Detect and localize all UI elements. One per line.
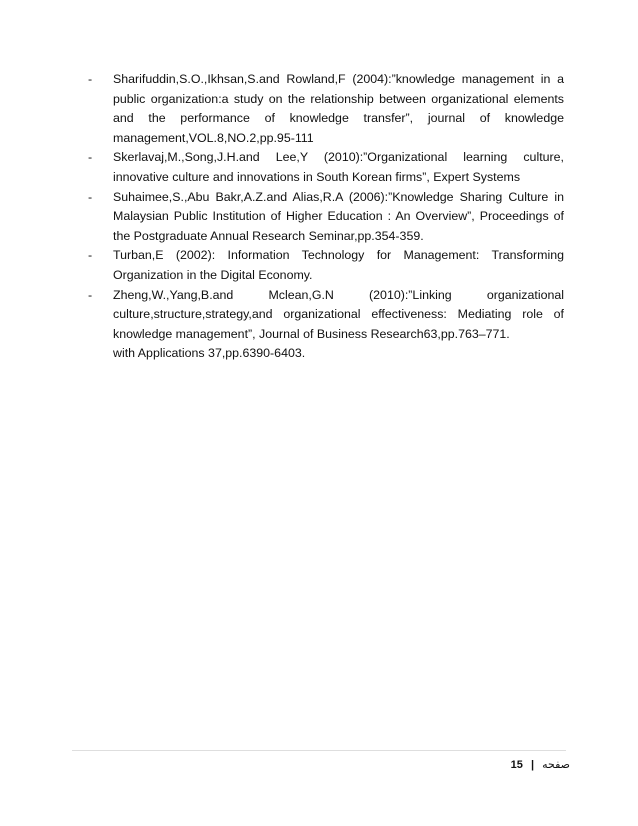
list-marker: - <box>88 72 93 86</box>
reference-entry <box>88 246 564 285</box>
reference-entry <box>88 148 564 187</box>
page-number: 15 <box>510 759 523 771</box>
reference-entry <box>88 70 564 148</box>
reference-continuation: with Applications 37,pp.6390-6403. <box>113 346 306 361</box>
reference-text: Sharifuddin,S.O.,Ikhsan,S.and Rowland,F (2004):”knowledge management in a public organization:a study on the relationship between organizational elements and the performance of knowledge transfer”, journal of knowledge management,VOL.8,NO.2,pp.95-111 <box>113 72 564 145</box>
footer-divider <box>72 750 566 751</box>
reference-text: Zheng,W.,Yang,B.and Mclean,G.N (2010):”Linking organizational culture,structure,strategy,and organizational effectiveness: Mediating role of knowledge management”, Journal of Business Research63,pp.763–771. <box>113 287 564 341</box>
list-marker: - <box>88 189 93 204</box>
reference-text: Turban,E (2002): Information Technology for Management: Transforming Organization in the Digital Economy. <box>113 248 564 282</box>
page-footer <box>511 758 570 772</box>
footer-separator: | <box>530 759 535 771</box>
list-marker: - <box>88 150 93 165</box>
list-marker: - <box>88 248 93 263</box>
reference-entry <box>88 286 564 345</box>
reference-entry <box>88 188 564 247</box>
reference-text: Skerlavaj,M.,Song,J.H.and Lee,Y (2010):”Organizational learning culture, innovative culture and innovations in South Korean firms”, Expert Systems <box>113 150 564 184</box>
list-marker: - <box>88 287 93 302</box>
page-label: صفحه <box>542 759 570 771</box>
reference-list <box>88 70 564 364</box>
reference-text: Suhaimee,S.,Abu Bakr,A.Z.and Alias,R.A (2006):”Knowledge Sharing Culture in Malaysian Public Institution of Higher Education : An Overview”, Proceedings of the Postgraduate Annual Research Seminar,pp.354-359. <box>113 189 564 243</box>
